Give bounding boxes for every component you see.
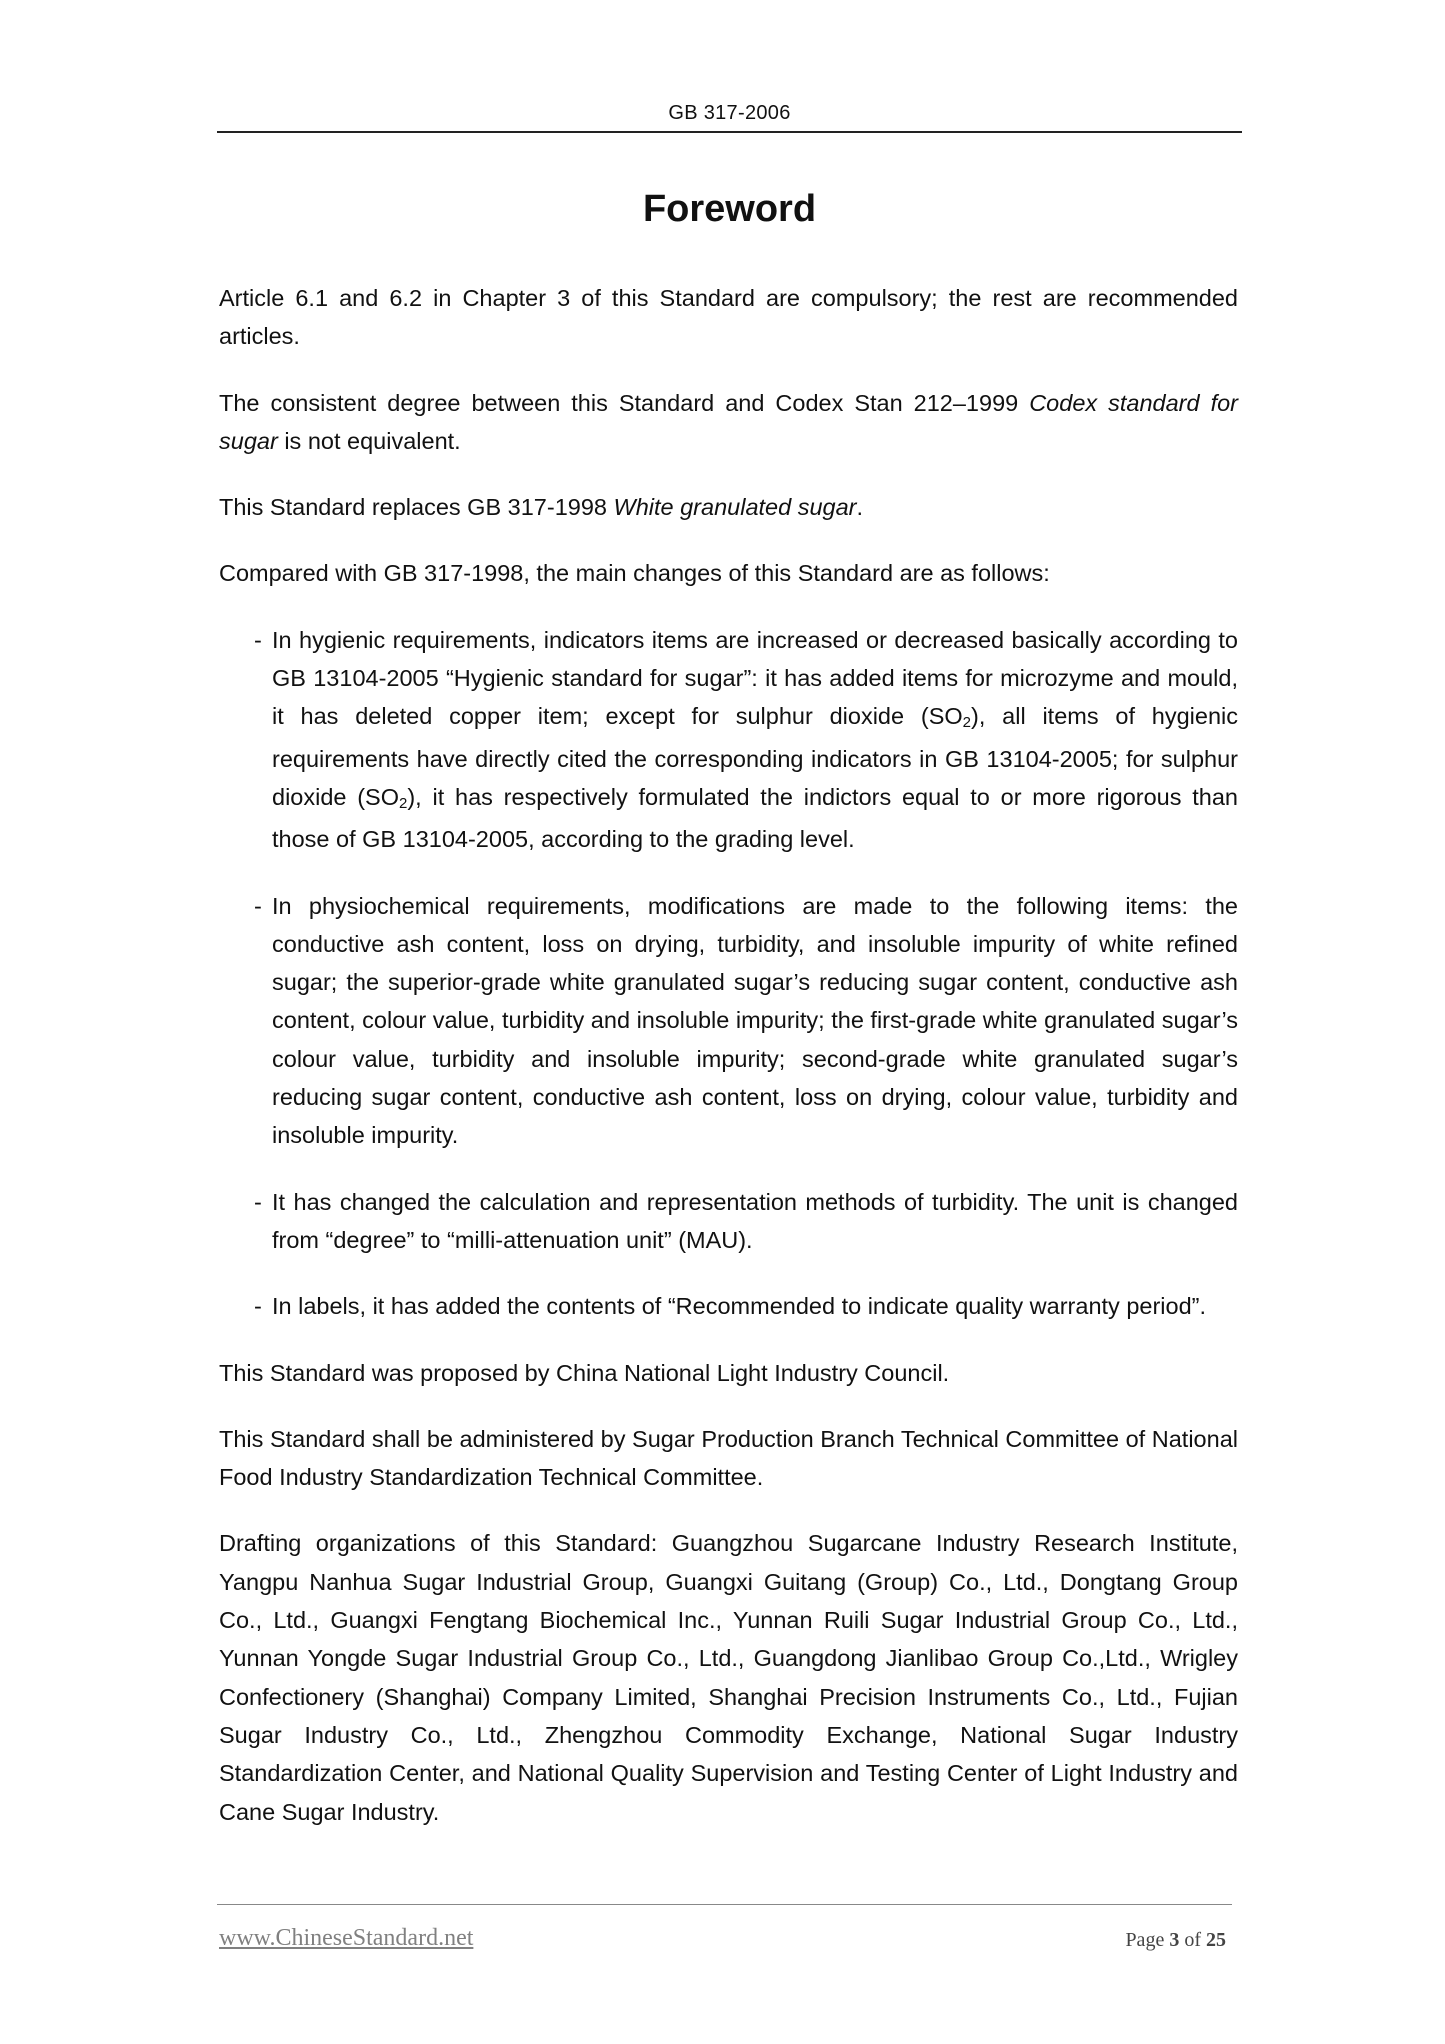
labels-text: In labels, it has added the contents of “Recommended to indicate quality warranty period”. <box>272 1293 1206 1320</box>
paragraph-consistency-tail: is not equivalent. <box>277 427 461 454</box>
paragraph-replaces <box>219 488 1238 526</box>
paragraph-compulsory-articles: Article 6.1 and 6.2 in Chapter 3 of this Standard are compulsory; the rest are recommended articles. <box>219 285 1238 350</box>
list-dash: - <box>254 892 262 919</box>
codex-standard-title: Codex standard for sugar <box>219 389 1238 454</box>
hygienic-text-3: ), it has respectively formulated the indictors equal to or more rigorous than those of GB 13104-2005, according to the grading level. <box>272 783 1238 853</box>
website-link[interactable]: www.ChineseStandard.net <box>219 1925 474 1951</box>
paragraph-replaces-text: This Standard replaces GB 317-1998 <box>219 494 614 521</box>
subscript-2: 2 <box>399 794 408 812</box>
hygienic-text-1: In hygienic requirements, indicators items are increased or decreased basically according to GB 13104-2005 “Hygienic standard for sugar”: it has added items for microzyme and mould, it has deleted copper item; except for sulphur dioxide (SO <box>272 626 1238 730</box>
page-title: Foreword <box>642 188 817 230</box>
list-item-turbidity <box>219 1183 1238 1260</box>
paragraph-administered-by: This Standard shall be administered by Sugar Production Branch Technical Committee of National Food Industry Standardization Technical Committee. <box>219 1425 1238 1491</box>
paragraph-consistency <box>219 384 1238 461</box>
paragraph-replaces-tail: . <box>856 494 864 521</box>
physiochemical-text: In physiochemical requirements, modifications are made to the following items: the conductive ash content, loss on drying, turbidity, and insoluble impurity of white refined sugar; the superior-grade white granulated sugar’s reducing sugar content, conductive ash content, colour value, turbidity and insoluble impurity; the first-grade white granulated sugar’s colour value, turbidity and insoluble impurity; second-grade white granulated sugar’s reducing sugar content, conductive ash content, loss on drying, colour value, turbidity and insoluble impurity. <box>272 892 1238 1149</box>
page-of-label: of <box>1179 1929 1206 1951</box>
list-dash: - <box>254 1293 262 1320</box>
page-header-doc-id: GB 317-2006 <box>668 102 791 124</box>
paragraph-drafting-organizations: Drafting organizations of this Standard: Guangzhou Sugarcane Industry Research Institute, Yangpu Nanhua Sugar Industrial Group, Guangxi Guitang (Group) Co., Ltd., Dongtang Group Co., Ltd., Guangxi Fengtang Biochemical Inc., Yunnan Ruili Sugar Industrial Group Co., Ltd., Yunnan Yongde Sugar Industrial Group Co., Ltd., Guangdong Jianlibao Group Co.,Ltd., Wrigley Confectionery (Shanghai) Company Limited, Shanghai Precision Instruments Co., Ltd., Fujian Sugar Industry Co., Ltd., Zhengzhou Commodity Exchange, National Sugar Industry Standardization Center, and National Quality Supervision and Testing Center of Light Industry and Cane Sugar Industry. <box>219 1530 1238 1825</box>
page-total: 25 <box>1206 1929 1226 1951</box>
turbidity-text: It has changed the calculation and representation methods of turbidity. The unit is changed from “degree” to “milli-attenuation unit” (MAU). <box>272 1188 1238 1253</box>
changes-list <box>219 621 1238 1326</box>
list-dash: - <box>254 1188 262 1215</box>
page-number <box>1125 1929 1226 1952</box>
paragraph-consistency-text: The consistent degree between this Standard and Codex Stan 212–1999 <box>219 389 1030 416</box>
page-label: Page <box>1125 1929 1170 1951</box>
subscript-2: 2 <box>962 714 971 732</box>
header-divider <box>217 131 1242 133</box>
list-dash: - <box>254 626 262 653</box>
footer-divider <box>217 1904 1232 1905</box>
list-item-labels <box>219 1287 1238 1325</box>
replaced-standard-title: White granulated sugar <box>613 494 857 521</box>
page-current: 3 <box>1169 1929 1180 1951</box>
document-body <box>219 279 1238 1859</box>
list-item-physiochemical <box>219 887 1238 1155</box>
paragraph-changes-intro: Compared with GB 317-1998, the main changes of this Standard are as follows: <box>219 560 1050 587</box>
paragraph-proposed-by: This Standard was proposed by China National Light Industry Council. <box>219 1359 950 1386</box>
list-item-hygienic <box>219 621 1238 859</box>
hygienic-text-2: ), all items of hygienic requirements have directly cited the corresponding indicators in GB 13104-2005; for sulphur dioxide (SO <box>272 703 1239 810</box>
